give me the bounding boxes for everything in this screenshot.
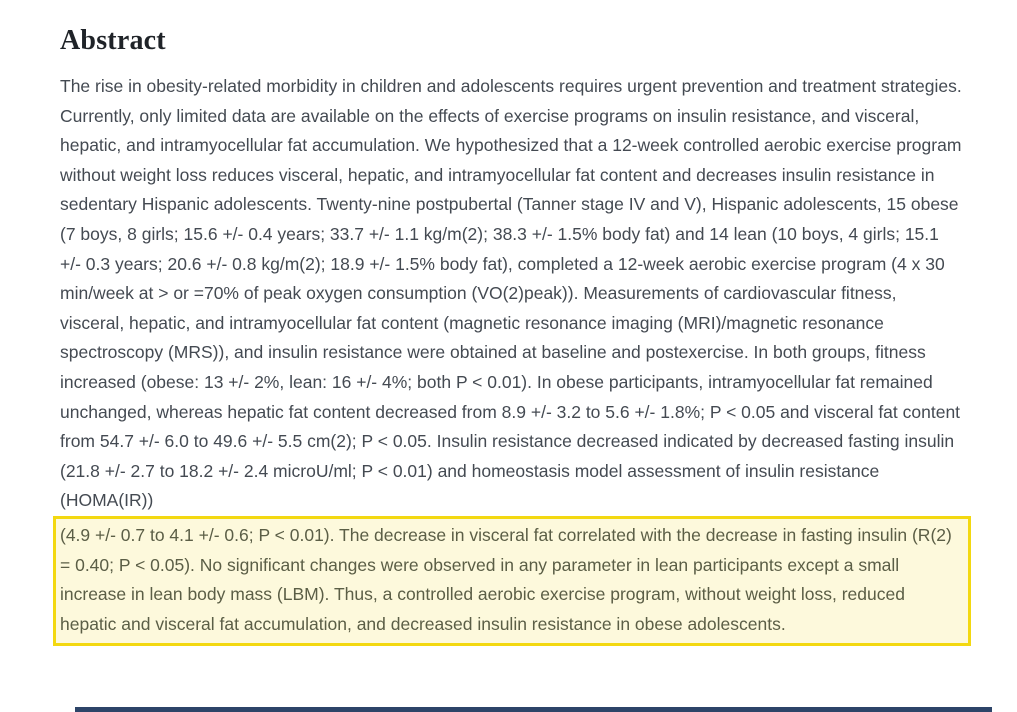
abstract-heading: Abstract xyxy=(60,25,166,56)
highlighted-text: (4.9 +/- 0.7 to 4.1 +/- 0.6; P < 0.01). The decrease in visceral fat correlated with the decrease in fasting insulin (R(2) = 0.40; P < 0.05). No significant changes were observed in any parameter in lean participants except a small increase in lean body mass (LBM). Thus, a controlled aerobic exercise program, without weight loss, reduced hepatic and visceral fat accumulation, and decreased insulin resistance in obese adolescents. xyxy=(60,524,952,634)
cut-off-footer-bar xyxy=(75,707,992,712)
highlighted-text-box xyxy=(53,516,971,646)
abstract-section xyxy=(60,0,962,646)
abstract-body-text: The rise in obesity-related morbidity in children and adolescents requires urgent prevention and treatment strategies. Currently, only limited data are available on the effects of exercise programs on insulin resistance, and visceral, hepatic, and intramyocellular fat accumulation. We hypothesized that a 12-week controlled aerobic exercise program without weight loss reduces visceral, hepatic, and intramyocellular fat content and decreases insulin resistance in sedentary Hispanic adolescents. Twenty-nine postpubertal (Tanner stage IV and V), Hispanic adolescents, 15 obese (7 boys, 8 girls; 15.6 +/- 0.4 years; 33.7 +/- 1.1 kg/m(2); 38.3 +/- 1.5% body fat) and 14 lean (10 boys, 4 girls; 15.1 +/- 0.3 years; 20.6 +/- 0.8 kg/m(2); 18.9 +/- 1.5% body fat), completed a 12-week aerobic exercise program (4 x 30 min/week at > or =70% of peak oxygen consumption (VO(2)peak)). Measurements of cardiovascular fitness, visceral, hepatic, and intramyocellular fat content (magnetic resonance imaging (MRI)/magnetic resonance spectroscopy (MRS)), and insulin resistance were obtained at baseline and postexercise. In both groups, fitness increased (obese: 13 +/- 2%, lean: 16 +/- 4%; both P < 0.01). In obese participants, intramyocellular fat remained unchanged, whereas hepatic fat content decreased from 8.9 +/- 3.2 to 5.6 +/- 1.8%; P < 0.05 and visceral fat content from 54.7 +/- 6.0 to 49.6 +/- 5.5 cm(2); P < 0.05. Insulin resistance decreased indicated by decreased fasting insulin (21.8 +/- 2.7 to 18.2 +/- 2.4 microU/ml; P < 0.01) and homeostasis model assessment of insulin resistance (HOMA(IR)) xyxy=(60,76,962,511)
